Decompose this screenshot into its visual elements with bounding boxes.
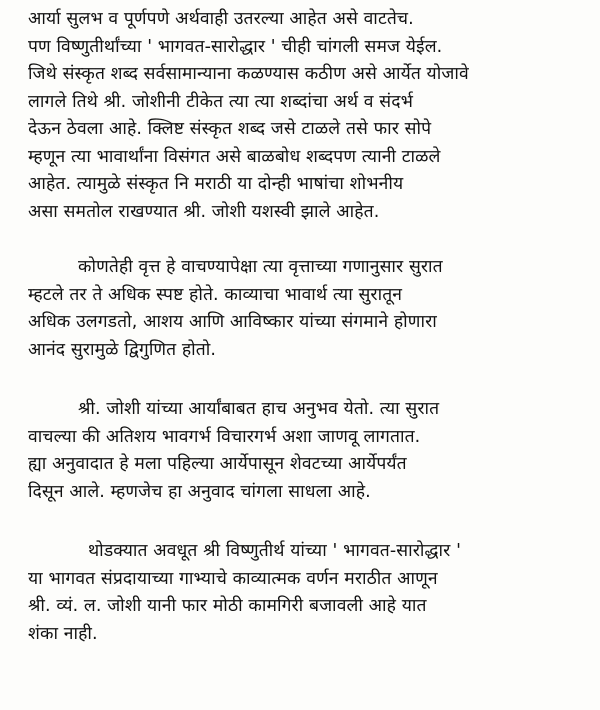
paragraph-3: [28, 396, 586, 506]
paragraph-2: [28, 254, 586, 364]
text-line: शंका नाही.: [28, 623, 98, 644]
text-line: आनंद सुरामुळे द्विगुणित होतो.: [28, 339, 217, 360]
text-line: जिथे संस्कृत शब्द सर्वसामान्याना कळण्यास कठीण असे आर्येत योजावे: [28, 64, 469, 84]
text-line: देऊन ठेवला आहे. क्लिष्ट संस्कृत शब्द जसे टाळले तसे फार सोपे: [28, 119, 432, 139]
text-line: आहेत. त्यामुळे संस्कृत नि मराठी या दोन्ही भाषांचा शोभनीय: [28, 174, 404, 194]
text-line: म्हणून त्या भावार्थांना विसंगत असे बाळबोध शब्दपण त्यानी टाळले: [28, 146, 441, 167]
text-line: कोणतेही वृत्त हे वाचण्यापेक्षा त्या वृत्ताच्या गणानुसार सुरात: [78, 257, 443, 277]
text-line: श्री. व्यं. ल. जोशी यानी फार मोठी कामगिरी बजावली आहे यात: [28, 596, 427, 616]
text-line: ह्या अनुवादात हे मला पहिल्या आर्येपासून शेवटच्या आर्येपर्यंत: [28, 454, 407, 474]
text-line: या भागवत संप्रदायाच्या गाभ्याचे काव्यात्मक वर्णन मराठीत आणून: [28, 568, 438, 589]
text-line: श्री. जोशी यांच्या आर्यांबाबत हाच अनुभव येतो. त्या सुरात: [78, 399, 440, 419]
text-line: म्हटले तर ते अधिक स्पष्ट होते. काव्याचा भावार्थ त्या सुरातून: [28, 284, 403, 305]
text-line: अधिक उलगडतो, आशय आणि आविष्कार यांच्या संगमाने होणारा: [28, 312, 437, 332]
paragraph-4: [28, 538, 586, 648]
text-line: पण विष्णुतीर्थांच्या ' भागवत-सारोद्धार ' चीही चांगली समज येईल.: [28, 36, 443, 57]
text-line: आर्या सुलभ व पूर्णपणे अर्थवाही उतरल्या आहेत असे वाटतेच.: [28, 9, 414, 29]
text-line: थोडक्यात अवधूत श्री विष्णुतीर्थ यांच्या ' भागवत-सारोद्धार ': [88, 541, 461, 561]
text-line: असा समतोल राखण्यात श्री. जोशी यशस्वी झाले आहेत.: [28, 201, 380, 222]
text-line: वाचल्या की अतिशय भावगर्भ विचारगर्भ अशा जाणवू लागतात.: [28, 426, 421, 447]
text-line: दिसून आले. म्हणजेच हा अनुवाद चांगला साधला आहे.: [28, 481, 371, 502]
paragraph-1: [28, 6, 586, 226]
text-line: लागले तिथे श्री. जोशीनी टीकेत त्या त्या शब्दांचा अर्थ व संदर्भ: [28, 91, 413, 112]
